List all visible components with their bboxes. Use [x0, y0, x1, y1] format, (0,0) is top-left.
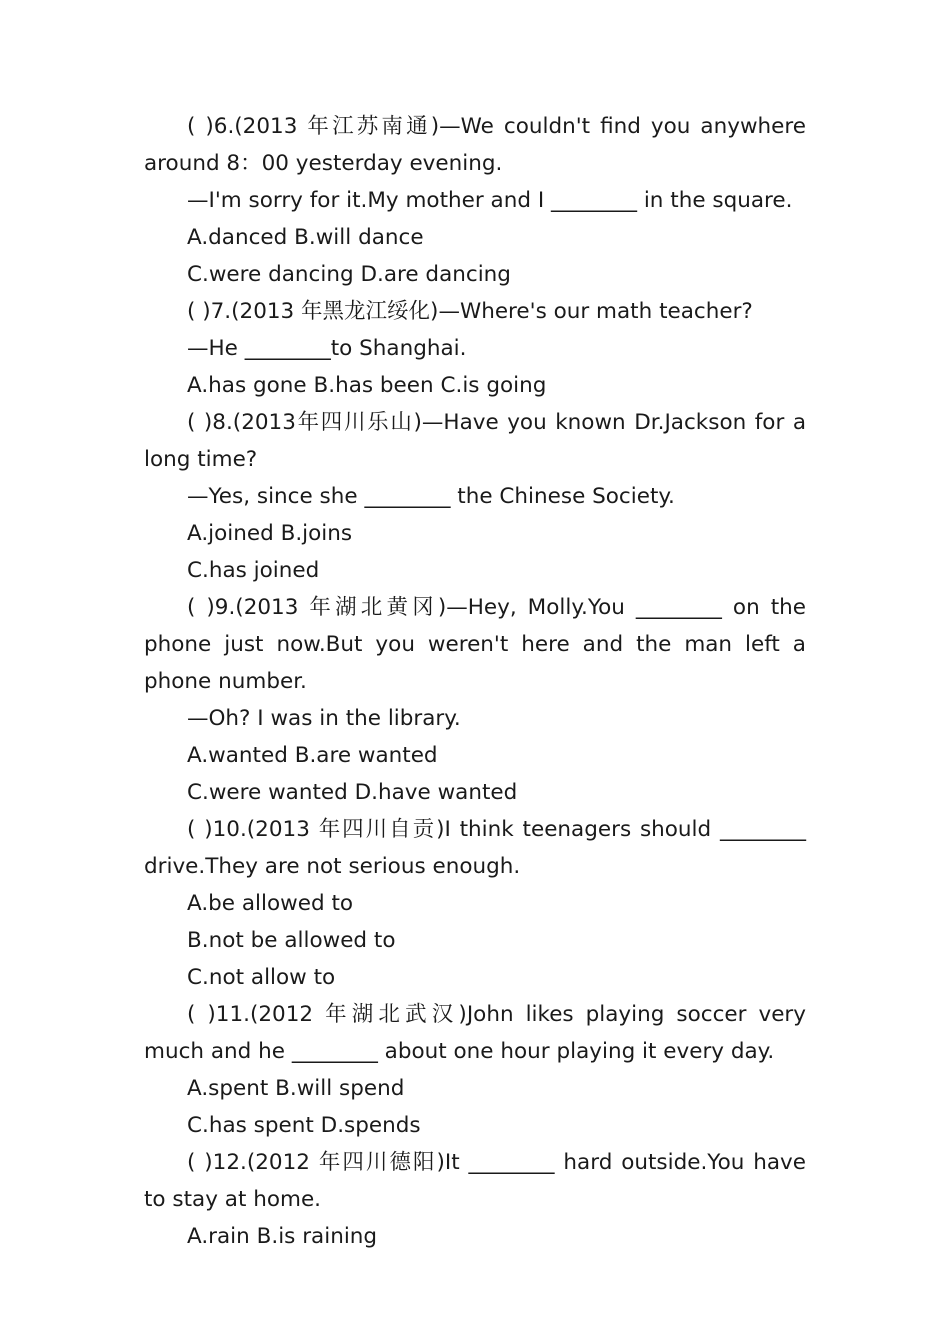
- question-10-option-b: B.not be allowed to: [187, 928, 396, 953]
- question-9-reply: —Oh? I was in the library.: [187, 706, 461, 731]
- question-8-reply: —Yes, since she ________ the Chinese Society.: [187, 484, 675, 509]
- question-12-options-ab: A.rain B.is raining: [187, 1224, 378, 1249]
- question-8-option-c: C.has joined: [187, 558, 320, 583]
- question-11-options-ab: A.spent B.will spend: [187, 1076, 405, 1101]
- question-11-stem: ( )11.(2012 年湖北武汉)John likes playing soccer very much and he ________ about one hour playing it every day.: [144, 1002, 806, 1064]
- question-7-reply: —He ________to Shanghai.: [187, 336, 467, 361]
- question-10-stem: ( )10.(2013 年四川自贡)I think teenagers should ________ drive.They are not serious enough.: [144, 817, 806, 879]
- document-page: [144, 108, 806, 1255]
- question-7-stem: ( )7.(2013 年黑龙江绥化)—Where's our math teacher?: [187, 299, 753, 324]
- question-10-option-c: C.not allow to: [187, 965, 336, 990]
- question-9-options-ab: A.wanted B.are wanted: [187, 743, 438, 768]
- question-8-stem: ( )8.(2013年四川乐山)—Have you known Dr.Jackson for a long time?: [144, 410, 806, 472]
- question-10-option-a: A.be allowed to: [187, 891, 354, 916]
- question-6-options-cd: C.were dancing D.are dancing: [187, 262, 511, 287]
- question-9-stem: ( )9.(2013 年湖北黄冈)—Hey, Molly.You ________ on the phone just now.But you weren't here and the man left a phone number.: [144, 595, 806, 694]
- question-6-reply: —I'm sorry for it.My mother and I ________ in the square.: [187, 188, 793, 213]
- question-6-stem: ( )6.(2013 年江苏南通)—We couldn't find you anywhere around 8：00 yesterday evening.: [144, 114, 806, 176]
- question-12-stem: ( )12.(2012 年四川德阳)It ________ hard outside.You have to stay at home.: [144, 1150, 806, 1212]
- question-7-options: A.has gone B.has been C.is going: [187, 373, 547, 398]
- question-11-options-cd: C.has spent D.spends: [187, 1113, 421, 1138]
- question-9-options-cd: C.were wanted D.have wanted: [187, 780, 518, 805]
- question-6-options-ab: A.danced B.will dance: [187, 225, 424, 250]
- question-8-options-ab: A.joined B.joins: [187, 521, 353, 546]
